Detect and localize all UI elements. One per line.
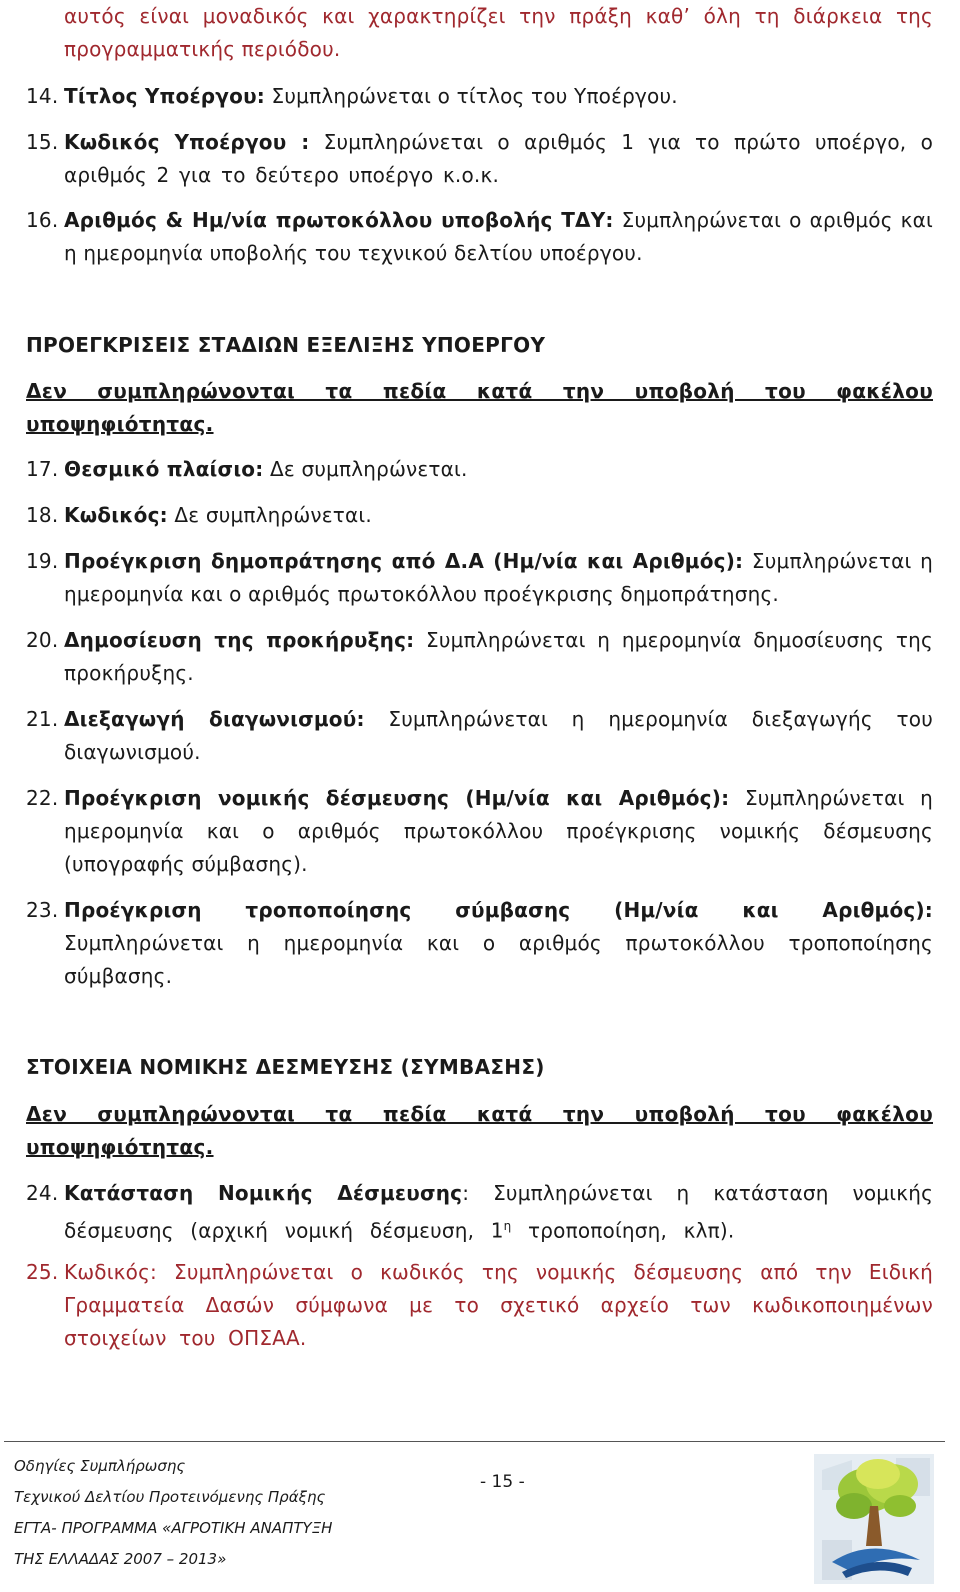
item-label: Αριθμός & Ημ/νία πρωτοκόλλου υποβολής ΤΔΥ: [64,208,614,232]
item-text: Δε συμπληρώνεται. [263,457,468,481]
item-label: Προέγκριση νομικής δέσμευσης (Ημ/νία και Αριθμός): [64,786,730,810]
footer-line-2: Τεχνικού Δελτίου Προτεινόμενης Πράξης [14,1488,326,1506]
item-number: 15. [26,130,59,154]
list-item-23 [26,894,933,993]
item-label: Τίτλος Υποέργου: [64,84,265,108]
item-label: Κωδικός: [64,503,168,527]
item-number: 22. [26,786,59,810]
section-note: Δεν συμπληρώνονται τα πεδία κατά την υποβολή του φακέλου υποψηφιότητας. [26,379,933,436]
list-item-15 [26,126,933,192]
item-number: 24. [26,1181,59,1205]
intro-paragraph: αυτός είναι μοναδικός και χαρακτηρίζει την πράξη καθ’ όλη τη διάρκεια της προγραμματικής περιόδου. [64,4,933,61]
item-number: 16. [26,208,59,232]
list-item-18 [26,499,933,532]
item-label: Προέγκριση τροποποίησης σύμβασης (Ημ/νία και Αριθμός): [64,898,933,922]
list-item-16 [26,204,933,270]
item-label: Διεξαγωγή διαγωνισμού: [64,707,365,731]
item-number: 17. [26,457,59,481]
list-item-20 [26,624,933,690]
item-number: 23. [26,898,59,922]
section-heading-legal-commitment: ΣΤΟΙΧΕΙΑ ΝΟΜΙΚΗΣ ΔΕΣΜΕΥΣΗΣ (ΣΥΜΒΑΣΗΣ) [26,1055,545,1079]
item-text: Συμπληρώνεται ο αριθμός και η ημερομηνία υποβολής του τεχνικού δελτίου υποέργου. [64,208,934,265]
section-note: Δεν συμπληρώνονται τα πεδία κατά την υποβολή του φακέλου υποψηφιότητας. [26,1102,933,1159]
item-number: 21. [26,707,59,731]
list-item-17 [26,453,933,486]
item-text: Κωδικός: Συμπληρώνεται ο κωδικός της νομικής δέσμευσης από την Ειδική Γραμματεία Δασών σύμφωνα με το σχετικό αρχείο των κωδικοποιημένων στοιχείων του ΟΠΣΑΑ. [64,1260,933,1350]
footer-line-3: ΕΓΤΑ- ΠΡΟΓΡΑΜΜΑ «ΑΓΡΟΤΙΚΗ ΑΝΑΠΤΥΞΗ [14,1519,333,1537]
item-number: 18. [26,503,59,527]
item-text: Συμπληρώνεται η ημερομηνία διεξαγωγής του διαγωνισμού. [64,707,933,764]
item-text: Δε συμπληρώνεται. [167,503,372,527]
list-item-19 [26,545,933,611]
item-number: 20. [26,628,59,652]
item-number: 19. [26,549,59,573]
superscript-ordinal: η [503,1219,512,1233]
item-number: 25. [26,1260,59,1284]
item-text: : Συμπληρώνεται η κατάσταση νομικής δέσμευσης (αρχική νομική δέσμευση, 1 [64,1181,934,1243]
footer-divider [4,1441,945,1442]
item-text: Συμπληρώνεται ο αριθμός 1 για το πρώτο υποέργο, ο αριθμός 2 για το δεύτερο υποέργο κ.ο.κ. [64,130,933,187]
item-text: Συμπληρώνεται η ημερομηνία και ο αριθμός πρωτοκόλλου τροποποίησης σύμβασης. [64,931,933,988]
section-heading-approvals: ΠΡΟΕΓΚΡΙΣΕΙΣ ΣΤΑΔΙΩΝ ΕΞΕΛΙΞΗΣ ΥΠΟΕΡΓΟΥ [26,333,546,357]
item-label: Θεσμικό πλαίσιο: [64,457,264,481]
item-label: Κατάσταση Νομικής Δέσμευσης [64,1181,463,1205]
item-text: Συμπληρώνεται η ημερομηνία και ο αριθμός πρωτοκόλλου προέγκρισης δημοπράτησης. [64,549,933,606]
item-text: Συμπληρώνεται η ημερομηνία και ο αριθμός πρωτοκόλλου προέγκρισης νομικής δέσμευσης (υπογραφής σύμβασης). [64,786,933,876]
list-item-21 [26,703,933,769]
list-item-25 [26,1256,933,1355]
item-number: 14. [26,84,59,108]
page-number: - 15 - [480,1472,525,1492]
list-item-22 [26,782,933,881]
footer-line-4: ΤΗΣ ΕΛΛΑΔΑΣ 2007 – 2013» [14,1550,227,1568]
list-item-24 [26,1177,933,1248]
item-label: Δημοσίευση της προκήρυξης: [64,628,415,652]
item-text: Συμπληρώνεται η ημερομηνία δημοσίευσης της προκήρυξης. [64,628,933,685]
item-label: Κωδικός Υποέργου : [64,130,310,154]
list-item-14 [26,80,933,113]
footer-line-1: Οδηγίες Συμπλήρωσης [14,1457,186,1475]
item-text: Συμπληρώνεται ο τίτλος του Υποέργου. [264,84,678,108]
tree-logo-icon [812,1450,936,1588]
item-label: Προέγκριση δημοπράτησης από Δ.Α (Ημ/νία και Αριθμός): [64,549,744,573]
item-text-end: τροποποίηση, κλπ). [511,1218,735,1243]
